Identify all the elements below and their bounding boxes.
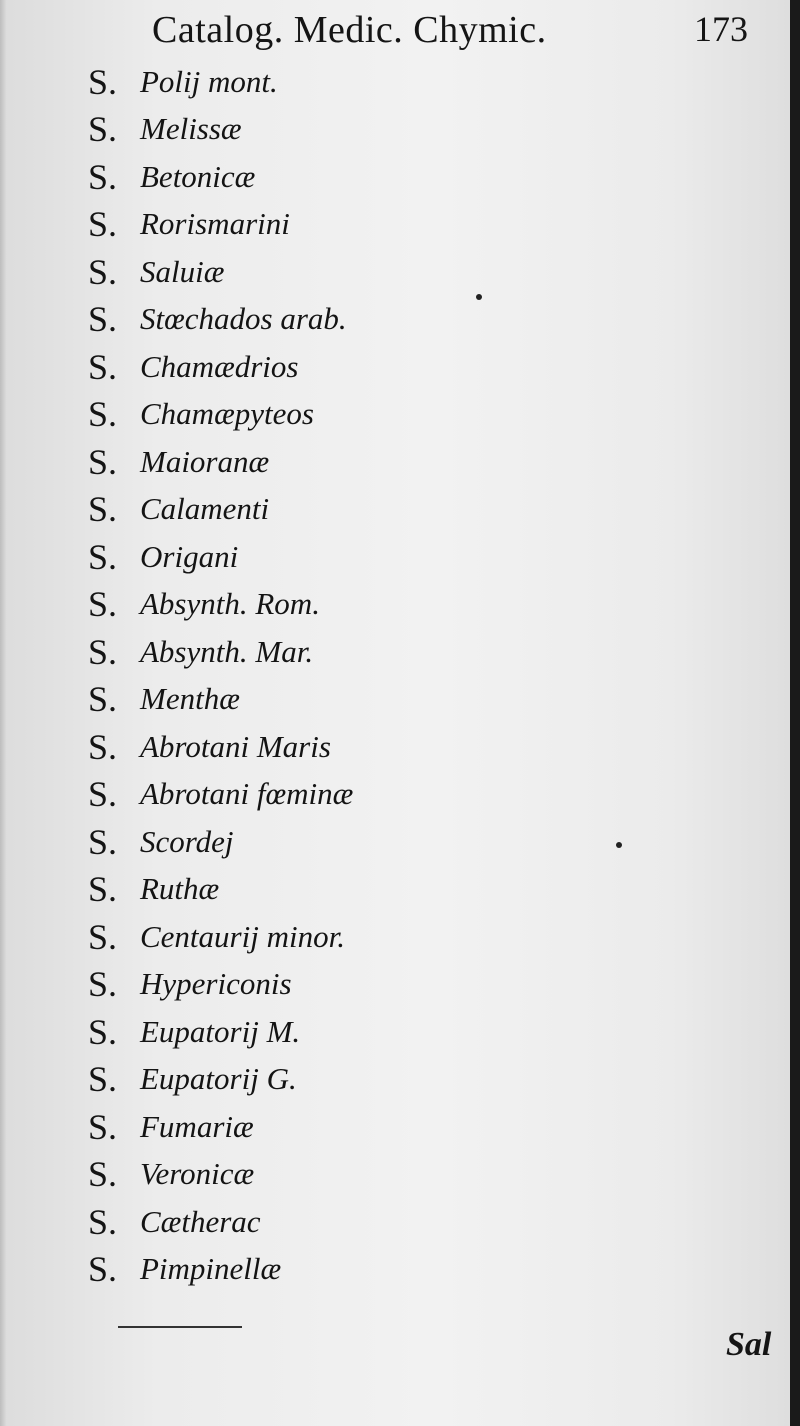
entry-name: Absynth. Rom. (140, 586, 320, 622)
entry-name: Menthæ (140, 681, 240, 717)
ink-speck (476, 294, 482, 300)
entry-prefix: S. (88, 1011, 118, 1052)
entry-prefix: S. (88, 1154, 118, 1195)
entry-prefix: S. (88, 631, 118, 672)
entry-prefix: S. (88, 61, 118, 102)
entry-prefix: S. (88, 156, 118, 197)
entry-name: Abrotani fœminæ (140, 776, 354, 812)
page-edge-shadow (790, 0, 800, 1426)
entry-name: Eupatorij M. (140, 1013, 301, 1049)
entry-name: Abrotani Maris (140, 728, 331, 764)
entry-name: Melissæ (140, 111, 242, 147)
list-item (88, 866, 353, 914)
entry-name: Origani (140, 538, 239, 574)
list-item (88, 818, 353, 866)
entry-prefix: S. (88, 821, 118, 862)
entry-prefix: S. (88, 204, 118, 245)
list-item (88, 1246, 353, 1294)
list-item (88, 1198, 353, 1246)
list-item (88, 201, 353, 249)
entry-prefix: S. (88, 536, 118, 577)
entry-name: Scordej (140, 823, 234, 859)
running-header: Catalog. Medic. Chymic. (152, 9, 547, 51)
list-item (88, 533, 353, 581)
entry-prefix: S. (88, 394, 118, 435)
list-item (88, 628, 353, 676)
list-item (88, 1103, 353, 1151)
entry-name: Cætherac (140, 1203, 261, 1239)
entry-name: Fumariæ (140, 1108, 254, 1144)
entry-list (88, 58, 353, 1293)
page-number: 173 (694, 9, 748, 49)
entry-prefix: S. (88, 441, 118, 482)
entry-prefix: S. (88, 1106, 118, 1147)
entry-prefix: S. (88, 964, 118, 1005)
list-item (88, 581, 353, 629)
entry-prefix: S. (88, 251, 118, 292)
entry-name: Pimpinellæ (140, 1251, 282, 1287)
footer-rule (118, 1326, 242, 1328)
list-item (88, 723, 353, 771)
list-item (88, 106, 353, 154)
list-item (88, 676, 353, 724)
list-item (88, 486, 353, 534)
list-item (88, 913, 353, 961)
entry-prefix: S. (88, 869, 118, 910)
entry-prefix: S. (88, 299, 118, 340)
entry-prefix: S. (88, 1249, 118, 1290)
entry-name: Polij mont. (140, 63, 278, 99)
entry-name: Chamædrios (140, 348, 299, 384)
entry-name: Veronicæ (140, 1156, 255, 1192)
entry-name: Hypericonis (140, 966, 292, 1002)
list-item (88, 1008, 353, 1056)
list-item (88, 1056, 353, 1104)
entry-name: Maioranæ (140, 443, 270, 479)
list-item (88, 771, 353, 819)
list-item (88, 961, 353, 1009)
list-item (88, 438, 353, 486)
entry-prefix: S. (88, 584, 118, 625)
page-gutter-shadow (0, 0, 6, 1426)
list-item (88, 296, 353, 344)
list-item (88, 153, 353, 201)
entry-prefix: S. (88, 679, 118, 720)
ink-speck (616, 842, 622, 848)
entry-prefix: S. (88, 489, 118, 530)
entry-name: Calamenti (140, 491, 270, 527)
bleed-through-texture (520, 80, 790, 1360)
list-item (88, 343, 353, 391)
list-item (88, 58, 353, 106)
entry-prefix: S. (88, 916, 118, 957)
entry-name: Betonicæ (140, 158, 256, 194)
entry-prefix: S. (88, 726, 118, 767)
entry-prefix: S. (88, 109, 118, 150)
entry-prefix: S. (88, 1059, 118, 1100)
list-item (88, 391, 353, 439)
entry-name: Absynth. Mar. (140, 633, 314, 669)
entry-name: Rorismarini (140, 206, 290, 242)
entry-name: Eupatorij G. (140, 1061, 297, 1097)
entry-prefix: S. (88, 346, 118, 387)
entry-prefix: S. (88, 1201, 118, 1242)
entry-name: Ruthæ (140, 871, 220, 907)
entry-name: Saluiæ (140, 253, 225, 289)
entry-prefix: S. (88, 774, 118, 815)
entry-name: Centaurij minor. (140, 918, 345, 954)
list-item (88, 1151, 353, 1199)
entry-name: Stœchados arab. (140, 301, 347, 337)
catchword: Sal (726, 1326, 772, 1363)
entry-name: Chamæpyteos (140, 396, 314, 432)
list-item (88, 248, 353, 296)
